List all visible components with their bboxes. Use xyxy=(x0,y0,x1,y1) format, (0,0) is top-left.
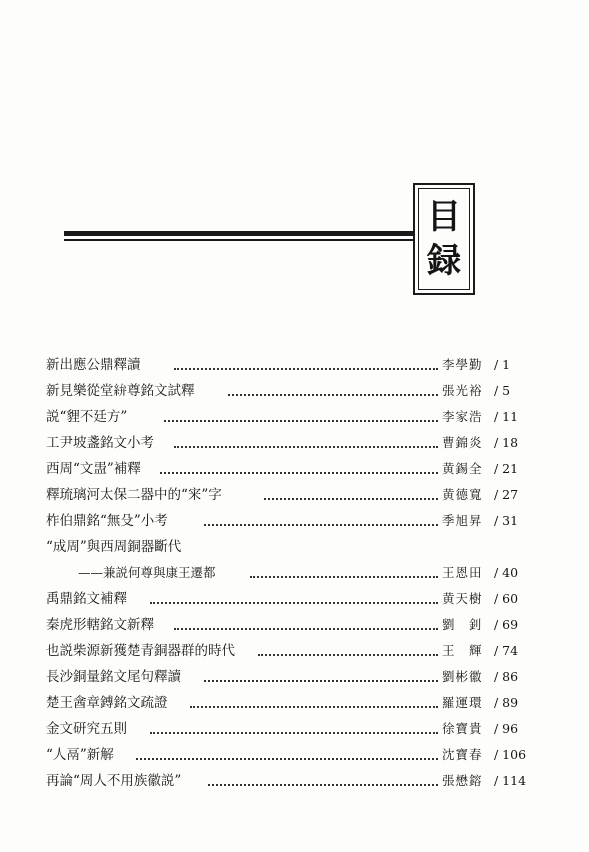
toc-entry xyxy=(40,638,562,664)
toc-entry-author: 羅運環 xyxy=(442,695,483,710)
table-of-contents xyxy=(40,352,562,794)
dot-leader xyxy=(264,498,438,500)
title-frame xyxy=(413,183,475,295)
toc-entry-title: 再論“周人不用族徽説” xyxy=(46,773,182,789)
toc-entry xyxy=(40,586,562,612)
toc-entry-author: 徐寶貴 xyxy=(442,721,483,736)
page-title-char-2: 録 xyxy=(427,241,461,281)
toc-entry-title: 禹鼎銘文補釋 xyxy=(46,591,127,607)
toc-entry-title: 西周“文盄”補釋 xyxy=(46,461,141,477)
toc-entry-title: 新見樂從堂𥿋尊銘文試釋 xyxy=(46,383,195,399)
dot-leader xyxy=(250,576,438,578)
toc-entry-page: / 21 xyxy=(494,461,519,476)
toc-entry-title: 楚王酓章鎛銘文疏證 xyxy=(46,695,168,711)
toc-entry xyxy=(40,690,562,716)
toc-entry-page: / 31 xyxy=(494,513,519,528)
toc-entry xyxy=(40,664,562,690)
toc-entry xyxy=(40,404,562,430)
toc-entry-page: / 69 xyxy=(494,617,519,632)
toc-entry-author: 黄天樹 xyxy=(442,591,483,606)
toc-entry-title: 柞伯鼎銘“無殳”小考 xyxy=(46,513,168,529)
dot-leader xyxy=(150,732,438,734)
toc-entry-title: 新出應公鼎釋讀 xyxy=(46,357,141,373)
toc-entry-page: / 86 xyxy=(494,669,519,684)
toc-entry xyxy=(40,430,562,456)
toc-entry-page: / 89 xyxy=(494,695,519,710)
dot-leader xyxy=(204,680,438,682)
toc-entry-author: 王恩田 xyxy=(442,565,483,580)
toc-entry-page: / 74 xyxy=(494,643,519,658)
toc-entry-title: 金文研究五則 xyxy=(46,721,127,737)
dot-leader xyxy=(174,628,438,630)
toc-entry-author: 李學勤 xyxy=(442,357,483,372)
toc-entry xyxy=(40,456,562,482)
dot-leader xyxy=(204,524,438,526)
toc-entry-page: / 5 xyxy=(494,383,511,398)
dot-leader xyxy=(160,472,438,474)
toc-entry-title: “成周”與西周銅器斷代 xyxy=(46,539,182,555)
toc-entry-author: 黄德寬 xyxy=(442,487,483,502)
toc-entry-title: 工尹坡盞銘文小考 xyxy=(46,435,154,451)
toc-entry-page: / 18 xyxy=(494,435,519,450)
toc-entry-title: 也説柴源新獲楚青銅器群的時代 xyxy=(46,643,235,659)
dot-leader xyxy=(174,368,438,370)
title-rule-thick xyxy=(64,231,424,236)
toc-entry xyxy=(40,768,562,794)
toc-entry xyxy=(40,482,562,508)
toc-entry-title: ——兼説何尊與康王遷都 xyxy=(78,565,216,580)
dot-leader xyxy=(190,706,438,708)
toc-entry-page: / 1 xyxy=(494,357,511,372)
toc-entry-page: / 11 xyxy=(494,409,519,424)
toc-entry-page: / 27 xyxy=(494,487,519,502)
dot-leader xyxy=(174,446,438,448)
dot-leader xyxy=(208,784,438,786)
toc-entry xyxy=(40,742,562,768)
toc-entry-page: / 40 xyxy=(494,565,519,580)
toc-entry xyxy=(40,378,562,404)
toc-entry-author: 沈寶春 xyxy=(442,747,483,762)
toc-entry-title: “人鬲”新解 xyxy=(46,747,114,763)
toc-entry-title: 説“貍不廷方” xyxy=(46,409,128,425)
toc-entry-author: 劉 釗 xyxy=(442,617,483,632)
toc-entry-author: 王 輝 xyxy=(442,643,483,658)
page-title-char-1: 目 xyxy=(427,197,461,237)
toc-entry-author: 黄錫全 xyxy=(442,461,483,476)
toc-entry-page: / 60 xyxy=(494,591,519,606)
toc-entry-page: / 96 xyxy=(494,721,519,736)
dot-leader xyxy=(258,654,438,656)
toc-entry xyxy=(40,716,562,742)
toc-entry-author: 張懋鎔 xyxy=(442,773,483,788)
toc-entry-author: 季旭昇 xyxy=(442,513,483,528)
toc-entry xyxy=(40,508,562,534)
toc-entry xyxy=(40,534,562,560)
toc-entry-title: 釋琉璃河太保二器中的“宩”字 xyxy=(46,487,222,503)
toc-entry-author: 劉彬徽 xyxy=(442,669,483,684)
toc-entry-author: 李家浩 xyxy=(442,409,483,424)
toc-entry-page: / 106 xyxy=(494,747,527,762)
title-rule-thin xyxy=(64,239,424,241)
toc-entry-page: / 114 xyxy=(494,773,527,788)
toc-entry-author: 張光裕 xyxy=(442,383,483,398)
toc-entry xyxy=(40,612,562,638)
dot-leader xyxy=(164,420,438,422)
dot-leader xyxy=(150,602,438,604)
dot-leader xyxy=(136,758,438,760)
toc-entry xyxy=(40,352,562,378)
toc-entry-title: 秦虎形轄銘文新釋 xyxy=(46,617,154,633)
toc-entry-title: 長沙銅量銘文尾句釋讀 xyxy=(46,669,181,685)
dot-leader xyxy=(228,394,438,396)
toc-entry-author: 曹錦炎 xyxy=(442,435,483,450)
toc-entry-subtitle xyxy=(40,560,562,586)
